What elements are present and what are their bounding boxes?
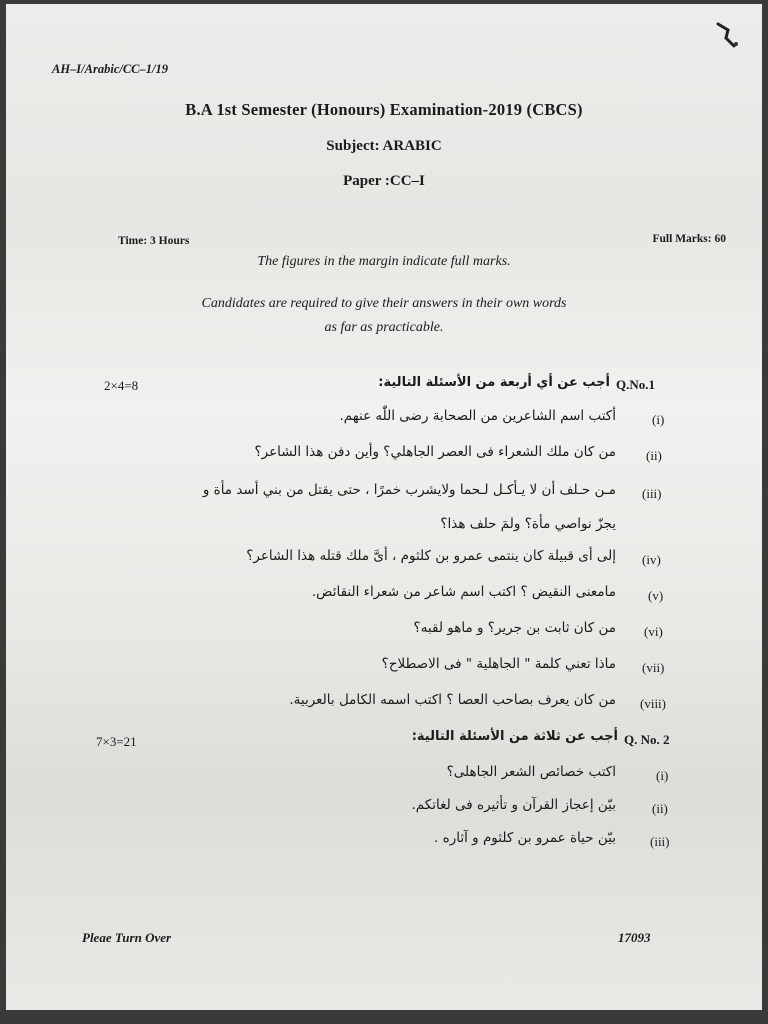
q1-item-num: (iv): [642, 552, 661, 567]
q1-label: Q.No.1: [616, 377, 655, 392]
ink-mark-icon: [714, 20, 740, 50]
q1-item-num: (ii): [646, 448, 662, 463]
full-marks-label: Full Marks: 60: [652, 233, 726, 245]
q1-item-num: (vii): [642, 660, 665, 675]
q1-instruction: أجب عن أي أربعة من الأسئلة التالية:: [378, 375, 610, 390]
q1-item-text: من كان ثابت بن جرير؟ و ماهو لقبه؟: [413, 620, 616, 636]
q2-item-text: بيّن إعجاز القرآن و تأثيره فى لغاتكم.: [411, 797, 616, 813]
q2-marks: 7×3=21: [96, 734, 137, 749]
q1-item-text: من كان يعرف بصاحب العصا ؟ اكتب اسمه الكامل بالعربية.: [289, 692, 616, 708]
q1-item-num: (vi): [644, 624, 663, 639]
q1-item-text: إلى أى قبيلة كان ينتمى عمرو بن كلثوم ، أىَّ ملك قتله هذا الشاعر؟: [246, 548, 616, 564]
time-label: Time: 3 Hours: [118, 235, 190, 247]
turn-over-note: Pleae Turn Over: [82, 930, 172, 945]
q1-item-text: مـن حـلف أن لا يـأكـل لـحما ولايشرب خمرًا ، حتى يقتل من بني أسد مأة و: [202, 482, 616, 498]
q2-item-text: بيّن حياة عمرو بن كلثوم و آثاره .: [434, 830, 616, 846]
exam-paper: [6, 4, 762, 1010]
q1-item-num: (iii): [642, 486, 662, 501]
q2-instruction: أجب عن ثلاثة من الأسئلة التالية:: [411, 729, 618, 744]
q1-item-num: (i): [652, 412, 665, 427]
q1-item-text: ماذا تعني كلمة " الجاهلية " فى الاصطلاح؟: [381, 656, 616, 672]
q2-item-num: (iii): [650, 834, 670, 849]
paper-code: AH–I/Arabic/CC–1/19: [52, 62, 168, 76]
margin-note: The figures in the margin indicate full marks.: [257, 254, 511, 269]
candidates-note-line-1: Candidates are required to give their answers in their own words: [201, 296, 567, 311]
candidates-note-line-2: as far as practicable.: [324, 320, 444, 335]
q1-item-num: (viii): [640, 696, 666, 711]
subject-line: Subject: ARABIC: [326, 138, 442, 154]
q1-marks: 2×4=8: [104, 378, 139, 393]
q2-item-num: (i): [656, 768, 669, 783]
q2-item-text: اكتب خصائص الشعر الجاهلى؟: [446, 764, 616, 780]
q1-item-text: أكتب اسم الشاعرين من الصحابة رضى اللّٰه عنهم.: [339, 408, 616, 424]
q1-item-text: من كان ملك الشعراء فى العصر الجاهلي؟ وأين دفن هذا الشاعر؟: [254, 444, 616, 460]
q1-item-num: (v): [648, 588, 664, 603]
paper-line: Paper :CC–I: [343, 173, 425, 189]
q2-item-num: (ii): [652, 801, 668, 816]
q2-label: Q. No. 2: [624, 732, 670, 747]
q1-item-text: مامعنى النقيض ؟ اكتب اسم شاعر من شعراء النقائض.: [311, 584, 616, 600]
serial-number: 17093: [618, 930, 651, 945]
q1-item-text-continued: يجزّ نواصي مأة؟ ولمَ حلف هذا؟: [440, 516, 616, 532]
exam-title: B.A 1st Semester (Honours) Examination-2019 (CBCS): [185, 100, 583, 119]
